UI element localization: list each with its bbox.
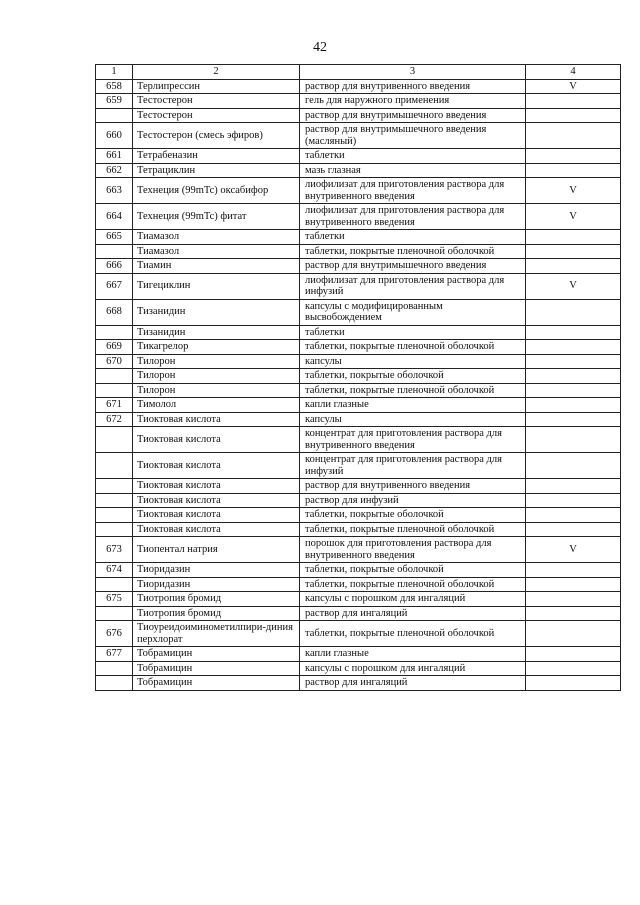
row-number bbox=[96, 453, 133, 479]
table-row bbox=[96, 123, 621, 149]
drug-name: Технеция (99mTc) оксабифор bbox=[133, 178, 300, 204]
vital-mark bbox=[526, 493, 621, 508]
row-number bbox=[96, 606, 133, 621]
drug-name: Тиоктовая кислота bbox=[133, 479, 300, 494]
row-number: 675 bbox=[96, 592, 133, 607]
drug-name: Тиамазол bbox=[133, 244, 300, 259]
drug-name: Тиоктовая кислота bbox=[133, 493, 300, 508]
dosage-form: таблетки bbox=[300, 325, 526, 340]
page-number: 42 bbox=[313, 40, 327, 55]
vital-mark bbox=[526, 661, 621, 676]
row-number bbox=[96, 522, 133, 537]
drug-name: Тиамин bbox=[133, 259, 300, 274]
row-number: 674 bbox=[96, 563, 133, 578]
header-col-name: 2 bbox=[133, 65, 300, 80]
row-number bbox=[96, 383, 133, 398]
row-number bbox=[96, 369, 133, 384]
drug-name: Тигециклин bbox=[133, 273, 300, 299]
row-number bbox=[96, 244, 133, 259]
table-row bbox=[96, 79, 621, 94]
table-row bbox=[96, 204, 621, 230]
dosage-form: мазь глазная bbox=[300, 163, 526, 178]
vital-mark: V bbox=[526, 178, 621, 204]
table-row bbox=[96, 299, 621, 325]
drug-name: Тиоктовая кислота bbox=[133, 453, 300, 479]
vital-mark: V bbox=[526, 273, 621, 299]
dosage-form: капсулы bbox=[300, 412, 526, 427]
dosage-form: таблетки, покрытые оболочкой bbox=[300, 369, 526, 384]
dosage-form: таблетки bbox=[300, 230, 526, 245]
dosage-form: капли глазные bbox=[300, 647, 526, 662]
drug-name: Тетрабеназин bbox=[133, 149, 300, 164]
vital-mark bbox=[526, 621, 621, 647]
row-number: 660 bbox=[96, 123, 133, 149]
dosage-form: таблетки, покрытые оболочкой bbox=[300, 563, 526, 578]
drug-name: Технеция (99mTc) фитат bbox=[133, 204, 300, 230]
vital-mark bbox=[526, 606, 621, 621]
dosage-form: гель для наружного применения bbox=[300, 94, 526, 109]
drug-table bbox=[95, 64, 621, 691]
table-row bbox=[96, 563, 621, 578]
table-row bbox=[96, 508, 621, 523]
dosage-form: лиофилизат для приготовления раствора для инфузий bbox=[300, 273, 526, 299]
table-row bbox=[96, 522, 621, 537]
drug-name: Тиоктовая кислота bbox=[133, 522, 300, 537]
table-row bbox=[96, 537, 621, 563]
table-row bbox=[96, 259, 621, 274]
vital-mark bbox=[526, 163, 621, 178]
drug-name: Тетрациклин bbox=[133, 163, 300, 178]
header-col-form: 3 bbox=[300, 65, 526, 80]
row-number bbox=[96, 479, 133, 494]
vital-mark bbox=[526, 325, 621, 340]
row-number: 671 bbox=[96, 398, 133, 413]
table-row bbox=[96, 621, 621, 647]
drug-name: Тизанидин bbox=[133, 299, 300, 325]
dosage-form: порошок для приготовления раствора для внутривенного введения bbox=[300, 537, 526, 563]
dosage-form: концентрат для приготовления раствора для внутривенного введения bbox=[300, 427, 526, 453]
dosage-form: раствор для инфузий bbox=[300, 493, 526, 508]
row-number bbox=[96, 676, 133, 691]
vital-mark: V bbox=[526, 537, 621, 563]
row-number bbox=[96, 325, 133, 340]
vital-mark bbox=[526, 592, 621, 607]
vital-mark bbox=[526, 508, 621, 523]
dosage-form: капсулы bbox=[300, 354, 526, 369]
vital-mark: V bbox=[526, 79, 621, 94]
drug-name: Тикагрелор bbox=[133, 340, 300, 355]
vital-mark bbox=[526, 369, 621, 384]
dosage-form: раствор для внутримышечного введения bbox=[300, 108, 526, 123]
vital-mark bbox=[526, 522, 621, 537]
table-row bbox=[96, 647, 621, 662]
table-row bbox=[96, 230, 621, 245]
dosage-form: капли глазные bbox=[300, 398, 526, 413]
drug-name: Тиотропия бромид bbox=[133, 592, 300, 607]
dosage-form: раствор для ингаляций bbox=[300, 676, 526, 691]
drug-name: Тилорон bbox=[133, 354, 300, 369]
dosage-form: таблетки, покрытые пленочной оболочкой bbox=[300, 522, 526, 537]
dosage-form: раствор для внутримышечного введения bbox=[300, 259, 526, 274]
dosage-form: лиофилизат для приготовления раствора для внутривенного введения bbox=[300, 204, 526, 230]
vital-mark bbox=[526, 398, 621, 413]
row-number: 658 bbox=[96, 79, 133, 94]
vital-mark bbox=[526, 123, 621, 149]
vital-mark bbox=[526, 94, 621, 109]
table-row bbox=[96, 427, 621, 453]
drug-name: Тиоктовая кислота bbox=[133, 412, 300, 427]
row-number: 662 bbox=[96, 163, 133, 178]
dosage-form: концентрат для приготовления раствора для инфузий bbox=[300, 453, 526, 479]
row-number: 673 bbox=[96, 537, 133, 563]
row-number: 677 bbox=[96, 647, 133, 662]
row-number: 669 bbox=[96, 340, 133, 355]
table-row bbox=[96, 398, 621, 413]
table-row bbox=[96, 412, 621, 427]
vital-mark: V bbox=[526, 204, 621, 230]
vital-mark bbox=[526, 259, 621, 274]
table-row bbox=[96, 676, 621, 691]
vital-mark bbox=[526, 354, 621, 369]
dosage-form: раствор для внутривенного введения bbox=[300, 479, 526, 494]
table-row bbox=[96, 453, 621, 479]
vital-mark bbox=[526, 453, 621, 479]
dosage-form: таблетки, покрытые пленочной оболочкой bbox=[300, 621, 526, 647]
drug-name: Тилорон bbox=[133, 383, 300, 398]
drug-name: Тилорон bbox=[133, 369, 300, 384]
table-row bbox=[96, 493, 621, 508]
table-row bbox=[96, 94, 621, 109]
dosage-form: таблетки, покрытые пленочной оболочкой bbox=[300, 340, 526, 355]
row-number: 665 bbox=[96, 230, 133, 245]
row-number: 668 bbox=[96, 299, 133, 325]
row-number: 661 bbox=[96, 149, 133, 164]
dosage-form: таблетки, покрытые пленочной оболочкой bbox=[300, 383, 526, 398]
table-row bbox=[96, 577, 621, 592]
table-row bbox=[96, 340, 621, 355]
dosage-form: раствор для внутримышечного введения (масляный) bbox=[300, 123, 526, 149]
vital-mark bbox=[526, 412, 621, 427]
row-number: 663 bbox=[96, 178, 133, 204]
table-row bbox=[96, 273, 621, 299]
vital-mark bbox=[526, 299, 621, 325]
drug-name: Тиоктовая кислота bbox=[133, 508, 300, 523]
header-col-mark: 4 bbox=[526, 65, 621, 80]
vital-mark bbox=[526, 340, 621, 355]
row-number: 670 bbox=[96, 354, 133, 369]
drug-name: Тобрамицин bbox=[133, 647, 300, 662]
row-number bbox=[96, 661, 133, 676]
drug-name: Тестостерон bbox=[133, 94, 300, 109]
dosage-form: таблетки, покрытые пленочной оболочкой bbox=[300, 244, 526, 259]
table-row bbox=[96, 325, 621, 340]
row-number: 672 bbox=[96, 412, 133, 427]
dosage-form: капсулы с порошком для ингаляций bbox=[300, 592, 526, 607]
dosage-form: таблетки, покрытые пленочной оболочкой bbox=[300, 577, 526, 592]
table-row bbox=[96, 383, 621, 398]
drug-name: Тестостерон bbox=[133, 108, 300, 123]
table-row bbox=[96, 661, 621, 676]
drug-name: Тестостерон (смесь эфиров) bbox=[133, 123, 300, 149]
drug-name: Тиоридазин bbox=[133, 563, 300, 578]
dosage-form: капсулы с модифицированным высвобождением bbox=[300, 299, 526, 325]
vital-mark bbox=[526, 676, 621, 691]
row-number: 676 bbox=[96, 621, 133, 647]
dosage-form: раствор для внутривенного введения bbox=[300, 79, 526, 94]
row-number bbox=[96, 508, 133, 523]
row-number: 667 bbox=[96, 273, 133, 299]
drug-name: Терлипрессин bbox=[133, 79, 300, 94]
table-row bbox=[96, 149, 621, 164]
table-row bbox=[96, 369, 621, 384]
drug-name: Тиоктовая кислота bbox=[133, 427, 300, 453]
drug-name: Тиотропия бромид bbox=[133, 606, 300, 621]
dosage-form: лиофилизат для приготовления раствора для внутривенного введения bbox=[300, 178, 526, 204]
row-number bbox=[96, 493, 133, 508]
vital-mark bbox=[526, 479, 621, 494]
vital-mark bbox=[526, 244, 621, 259]
table-row bbox=[96, 592, 621, 607]
drug-name: Тимолол bbox=[133, 398, 300, 413]
vital-mark bbox=[526, 383, 621, 398]
table-row bbox=[96, 163, 621, 178]
dosage-form: таблетки, покрытые оболочкой bbox=[300, 508, 526, 523]
drug-name: Тизанидин bbox=[133, 325, 300, 340]
row-number bbox=[96, 577, 133, 592]
drug-name: Тобрамицин bbox=[133, 661, 300, 676]
drug-name: Тобрамицин bbox=[133, 676, 300, 691]
dosage-form: капсулы с порошком для ингаляций bbox=[300, 661, 526, 676]
vital-mark bbox=[526, 563, 621, 578]
vital-mark bbox=[526, 149, 621, 164]
vital-mark bbox=[526, 577, 621, 592]
table-header-row bbox=[96, 65, 621, 80]
vital-mark bbox=[526, 427, 621, 453]
row-number bbox=[96, 108, 133, 123]
header-col-number: 1 bbox=[96, 65, 133, 80]
row-number: 659 bbox=[96, 94, 133, 109]
drug-name: Тиоуреидоиминометилпири-диния перхлорат bbox=[133, 621, 300, 647]
table-row bbox=[96, 244, 621, 259]
vital-mark bbox=[526, 108, 621, 123]
vital-mark bbox=[526, 647, 621, 662]
dosage-form: таблетки bbox=[300, 149, 526, 164]
table-row bbox=[96, 606, 621, 621]
row-number: 664 bbox=[96, 204, 133, 230]
row-number: 666 bbox=[96, 259, 133, 274]
vital-mark bbox=[526, 230, 621, 245]
table-row bbox=[96, 178, 621, 204]
table-row bbox=[96, 479, 621, 494]
table-row bbox=[96, 354, 621, 369]
dosage-form: раствор для ингаляций bbox=[300, 606, 526, 621]
table-row bbox=[96, 108, 621, 123]
drug-name: Тиамазол bbox=[133, 230, 300, 245]
drug-name: Тиопентал натрия bbox=[133, 537, 300, 563]
row-number bbox=[96, 427, 133, 453]
drug-name: Тиоридазин bbox=[133, 577, 300, 592]
